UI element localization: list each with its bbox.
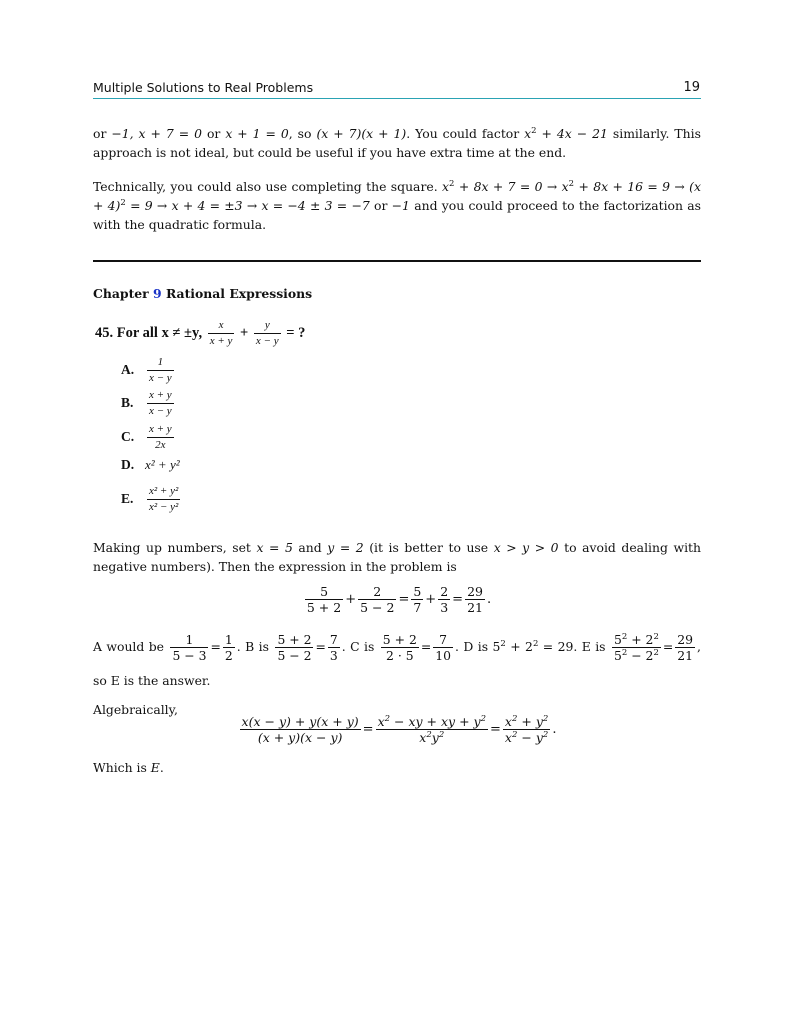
question-fraction-2: $\frac{y}{x - y}$ xyxy=(255,319,279,347)
chapter-heading: Chapter 9 Rational Expressions xyxy=(93,286,313,301)
running-header-title: Multiple Solutions to Real Problems xyxy=(93,80,314,95)
answer-option-e: E. $\frac{\text{x² + y²}}{\text{x² − y²}}$ xyxy=(121,485,179,513)
display-equation-numeric: $\frac{5}{5 + 2}$ + $\frac{2}{5 - 2}$ = $\frac{5}{7}$ + $\frac{2}{3}$ = $\frac{29}{21}$ . xyxy=(306,584,492,615)
question-stem: 45. For all x ≠ ±y, $\frac{x}{x + y}$ + $\frac{y}{x - y}$ = ? xyxy=(95,319,306,347)
page-number: 19 xyxy=(683,80,700,95)
solution-paragraph-options-check: A would be $\frac{1}{5 - 3}$ = $\frac{1}{2}$ . B is $\frac{5 + 2}{5 - 2}$ = $\frac{7}{3}$ . C is $\frac{5 + 2}{2 \cdot 5}$ = $\frac{7}{10}$ . D is $5^2 + 2^2 = 29$. E is $\frac{5^2 + 2^2}{5^2 - 2^2}$ = $\frac{29}{21}$ , so E is the answer. xyxy=(93,632,701,688)
final-answer-line: Which is E. xyxy=(93,760,164,775)
answer-option-a: A. $\frac{1}{x - y}$ xyxy=(121,356,172,384)
question-number: 45. xyxy=(95,324,114,341)
intro-paragraph-completing-square: Technically, you could also use completing the square. $x^2 + 8x + 7 = 0 \to x^2 + 8x + 16 = 9 \to (x + 4)^2 = 9 \to x + 4 = \pm 3 \to x = -4 \pm 3 = -7$ or −1 and you could proceed to the factorization as with the quadratic formula. xyxy=(93,179,702,232)
answer-option-d: D. x² + y² xyxy=(121,457,180,472)
intro-paragraph-factoring: or −1, x + 7 = 0 or x + 1 = 0, so (x + 7)(x + 1). You could factor $x^2 + 4x - 21$ similarly. This approach is not ideal, but could be useful if you have extra time at the end. xyxy=(93,126,701,160)
section-divider xyxy=(93,260,701,262)
algebraically-label: Algebraically, xyxy=(93,702,178,717)
question-fraction-1: $\frac{x}{x + y}$ xyxy=(209,319,233,347)
chapter-number-link[interactable]: 9 xyxy=(153,286,162,301)
answer-option-c: C. $\frac{x + y}{2x}$ xyxy=(121,423,172,451)
answer-option-b: B. $\frac{x + y}{x - y}$ xyxy=(121,389,172,417)
solution-paragraph-numbers: Making up numbers, set x = 5 and y = 2 (it is better to use x > y > 0 to avoid dealing with negative numbers). Then the expression in the problem is xyxy=(93,540,701,574)
header-rule xyxy=(93,98,701,99)
question-condition: For all x ≠ ±y, xyxy=(116,324,203,341)
display-equation-algebraic: $\frac{x(x - y) + y(x + y)}{(x + y)(x - y)}$ = $\frac{x^2 - xy + xy + y^2}{x^2y^2}$ = $\frac{x^2 + y^2}{x^2 - y^2}$ . xyxy=(241,714,557,745)
